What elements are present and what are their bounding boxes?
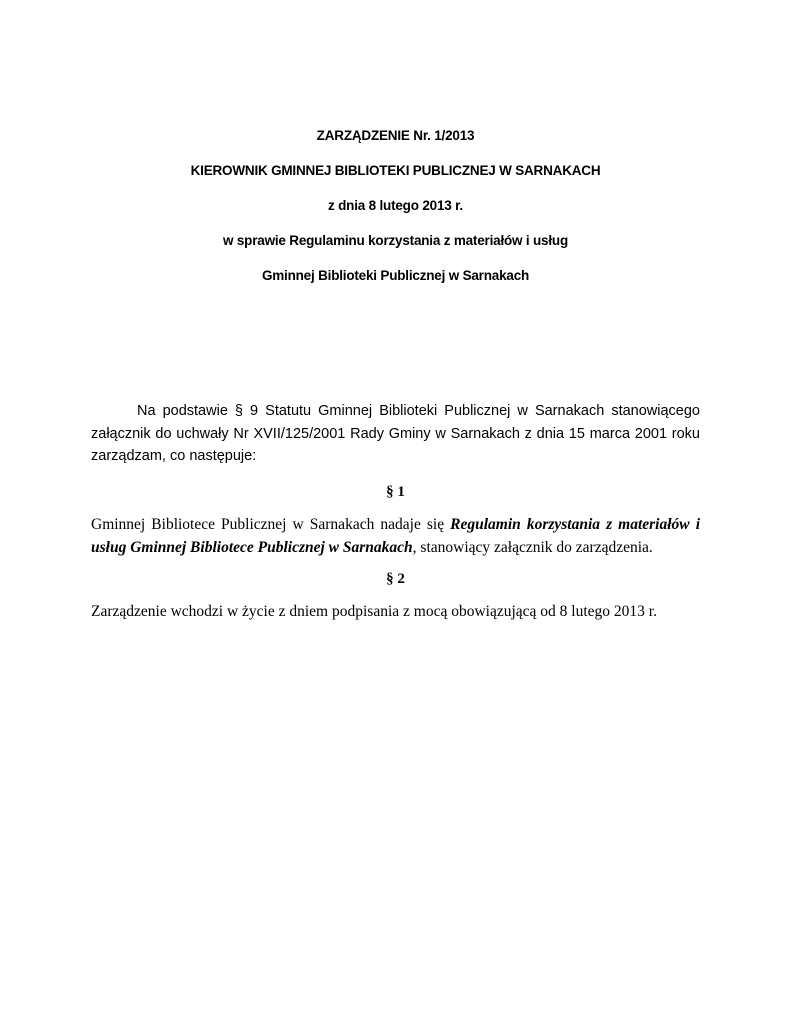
legal-basis-line-1: Na podstawie § 9 Statutu Gminnej Biblioteki Publicznej w Sarnakach stanowiącego: [137, 403, 700, 419]
regulation-title-part-2: usług Gminnej Bibliotece Publicznej w Sarnakach: [91, 539, 413, 556]
subject-line-2: Gminnej Biblioteki Publicznej w Sarnakach: [261, 268, 530, 283]
section-1-mark: § 1: [386, 484, 405, 500]
ordinance-title: ZARZĄDZENIE Nr. 1/2013: [316, 128, 475, 143]
legal-basis-line-3: zarządzam, co następuje:: [91, 448, 257, 464]
regulation-title-part-1: Regulamin korzystania z materiałów i: [450, 516, 700, 533]
legal-basis-line-2: załącznik do uchwały Nr XVII/125/2001 Rady Gminy w Sarnakach z dnia 15 marca 2001 roku: [91, 425, 700, 442]
section-1-text: [91, 513, 700, 559]
section-2-mark: § 2: [386, 571, 405, 587]
section-1-line-2: [91, 536, 700, 559]
section-1-suffix: , stanowiący załącznik do zarządzenia.: [412, 539, 653, 556]
ordinance-date: z dnia 8 lutego 2013 r.: [328, 198, 463, 213]
section-1-line-1: [91, 513, 700, 536]
issuer-heading: KIEROWNIK GMINNEJ BIBLIOTEKI PUBLICZNEJ W SARNAKACH: [190, 163, 601, 178]
legal-basis-paragraph: [91, 400, 700, 468]
section-2-line: Zarządzenie wchodzi w życie z dniem podpisania z mocą obowiązującą od 8 lutego 2013 r.: [91, 603, 657, 620]
section-2-text: [91, 600, 700, 623]
section-1-prefix: Gminnej Bibliotece Publicznej w Sarnakach nadaje się: [91, 516, 451, 533]
subject-line-1: w sprawie Regulaminu korzystania z materiałów i usług: [223, 233, 568, 248]
